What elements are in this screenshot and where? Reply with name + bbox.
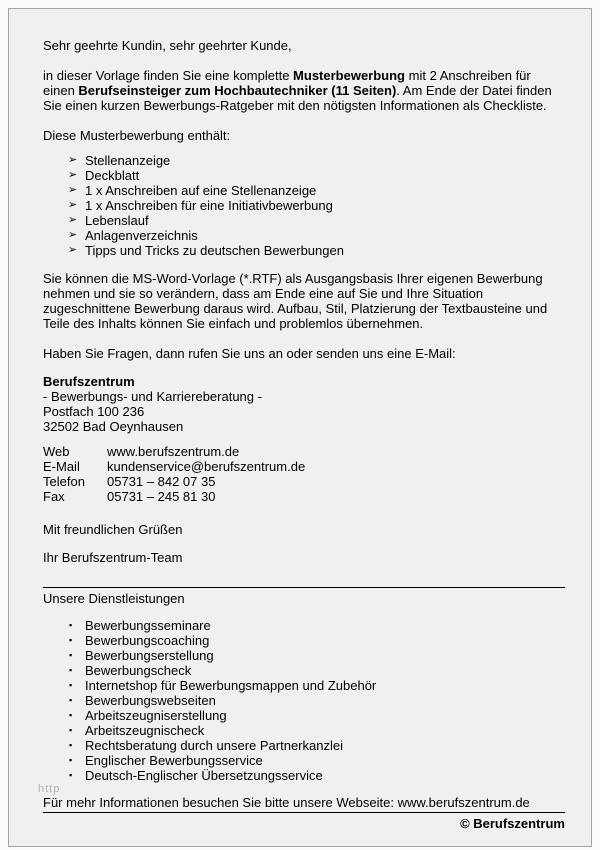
service-item-label: Rechtsberatung durch unsere Partnerkanzlei [85, 738, 343, 753]
service-item-label: Englischer Bewerbungsservice [85, 753, 263, 768]
copyright-line: © Berufszentrum [460, 816, 565, 831]
service-item [43, 753, 565, 768]
contact-row-web [43, 444, 565, 459]
square-bullet-icon: ▪ [69, 770, 73, 780]
service-item-label: Bewerbungscoaching [85, 633, 210, 648]
arrow-bullet-icon: ➢ [68, 244, 78, 256]
intro-text-2: mit 2 Anschreiben für einen [43, 68, 531, 98]
service-item-label: Bewerbungswebseiten [85, 693, 216, 708]
list-item-label: Lebenslauf [85, 213, 149, 228]
company-block [43, 374, 565, 434]
company-tagline: - Bewerbungs- und Karriereberatung - [43, 389, 262, 404]
arrow-bullet-icon: ➢ [68, 214, 78, 226]
service-item-label: Internetshop für Bewerbungsmappen und Zubehör [85, 678, 377, 693]
contact-label: Fax [43, 489, 65, 504]
service-item [43, 678, 565, 693]
intro-paragraph [43, 68, 565, 113]
contains-list [43, 153, 565, 258]
list-item-label: Deckblatt [85, 168, 140, 183]
service-item [43, 663, 565, 678]
service-item [43, 693, 565, 708]
usage-paragraph: Sie können die MS-Word-Vorlage (*.RTF) als Ausgangsbasis Ihrer eigenen Bewerbung nehmen und sie so verändern, dass am Ende eine auf Sie und Ihre Situation zugeschnittene Bewerbung daraus wird. Aufbau, Stil, Platzierung der Textbausteine und Teile des Inhalts können Sie einfach und problemlos übernehmen. [43, 271, 548, 331]
square-bullet-icon: ▪ [69, 620, 73, 630]
service-item [43, 618, 565, 633]
square-bullet-icon: ▪ [69, 650, 73, 660]
service-item [43, 633, 565, 648]
services-list [43, 618, 565, 783]
footer-info-line [43, 795, 565, 813]
list-item-label: Tipps und Tricks zu deutschen Bewerbungen [85, 243, 344, 258]
list-item-label: Stellenanzeige [85, 153, 171, 168]
service-item [43, 768, 565, 783]
closing-line: Mit freundlichen Grüßen [43, 522, 183, 537]
square-bullet-icon: ▪ [69, 635, 73, 645]
list-item [43, 213, 565, 228]
service-item [43, 648, 565, 663]
services-heading: Unsere Dienstleistungen [43, 591, 185, 606]
square-bullet-icon: ▪ [69, 725, 73, 735]
signature-line: Ihr Berufszentrum-Team [43, 550, 183, 565]
service-item-label: Arbeitszeugnischeck [85, 723, 205, 738]
service-item-label: Deutsch-Englischer Übersetzungsservice [85, 768, 323, 783]
list-item-label: 1 x Anschreiben auf eine Stellenanzeige [85, 183, 317, 198]
list-item [43, 168, 565, 183]
service-item [43, 738, 565, 753]
company-address-line1: Postfach 100 236 [43, 404, 145, 419]
service-item-label: Arbeitszeugniserstellung [85, 708, 227, 723]
contact-block [43, 444, 565, 504]
square-bullet-icon: ▪ [69, 665, 73, 675]
intro-text-1: in dieser Vorlage finden Sie eine komplette [43, 68, 294, 83]
service-item-label: Bewerbungserstellung [85, 648, 214, 663]
contact-label: Web [43, 444, 70, 459]
contact-row-fax [43, 489, 565, 504]
letter-document [8, 8, 592, 847]
service-item [43, 708, 565, 723]
arrow-bullet-icon: ➢ [68, 154, 78, 166]
website-link[interactable]: www.berufszentrum.de [107, 444, 240, 459]
list-item [43, 228, 565, 243]
arrow-bullet-icon: ➢ [68, 229, 78, 241]
list-item [43, 243, 565, 258]
phone-number: 05731 – 842 07 35 [107, 474, 216, 489]
square-bullet-icon: ▪ [69, 740, 73, 750]
square-bullet-icon: ▪ [69, 695, 73, 705]
service-item-label: Bewerbungscheck [85, 663, 192, 678]
contains-heading: Diese Musterbewerbung enthält: [43, 128, 231, 143]
email-link[interactable]: kundenservice@berufszentrum.de [107, 459, 306, 474]
intro-bold-berufseinsteiger: Berufseinsteiger zum Hochbautechniker (11 Seiten) [78, 83, 397, 98]
contact-label: E-Mail [43, 459, 80, 474]
contact-row-email [43, 459, 565, 474]
list-item [43, 153, 565, 168]
footer-website-link[interactable]: www.berufszentrum.de [397, 795, 530, 810]
contact-row-phone [43, 474, 565, 489]
list-item-label: 1 x Anschreiben für eine Initiativbewerbung [85, 198, 333, 213]
contact-label: Telefon [43, 474, 85, 489]
company-address-line2: 32502 Bad Oeynhausen [43, 419, 184, 434]
square-bullet-icon: ▪ [69, 710, 73, 720]
arrow-bullet-icon: ➢ [68, 199, 78, 211]
square-bullet-icon: ▪ [69, 755, 73, 765]
square-bullet-icon: ▪ [69, 680, 73, 690]
arrow-bullet-icon: ➢ [68, 184, 78, 196]
list-item-label: Anlagenverzeichnis [85, 228, 198, 243]
footer-info-text: Für mehr Informationen besuchen Sie bitte unsere Webseite: [43, 795, 398, 810]
fax-number: 05731 – 245 81 30 [107, 489, 216, 504]
list-item [43, 198, 565, 213]
service-item-label: Bewerbungsseminare [85, 618, 211, 633]
link-status-hint: http [38, 783, 61, 795]
list-item [43, 183, 565, 198]
arrow-bullet-icon: ➢ [68, 169, 78, 181]
greeting-line: Sehr geehrte Kundin, sehr geehrter Kunde, [43, 38, 292, 53]
company-name: Berufszentrum [43, 374, 135, 389]
service-item [43, 723, 565, 738]
intro-bold-musterbewerbung: Musterbewerbung [293, 68, 406, 83]
intro-text-3: . Am Ende der Datei finden Sie einen kurzen Bewerbungs-Ratgeber mit den nötigsten Informationen als Checkliste. [43, 83, 552, 113]
questions-line: Haben Sie Fragen, dann rufen Sie uns an oder senden uns eine E-Mail: [43, 346, 456, 361]
